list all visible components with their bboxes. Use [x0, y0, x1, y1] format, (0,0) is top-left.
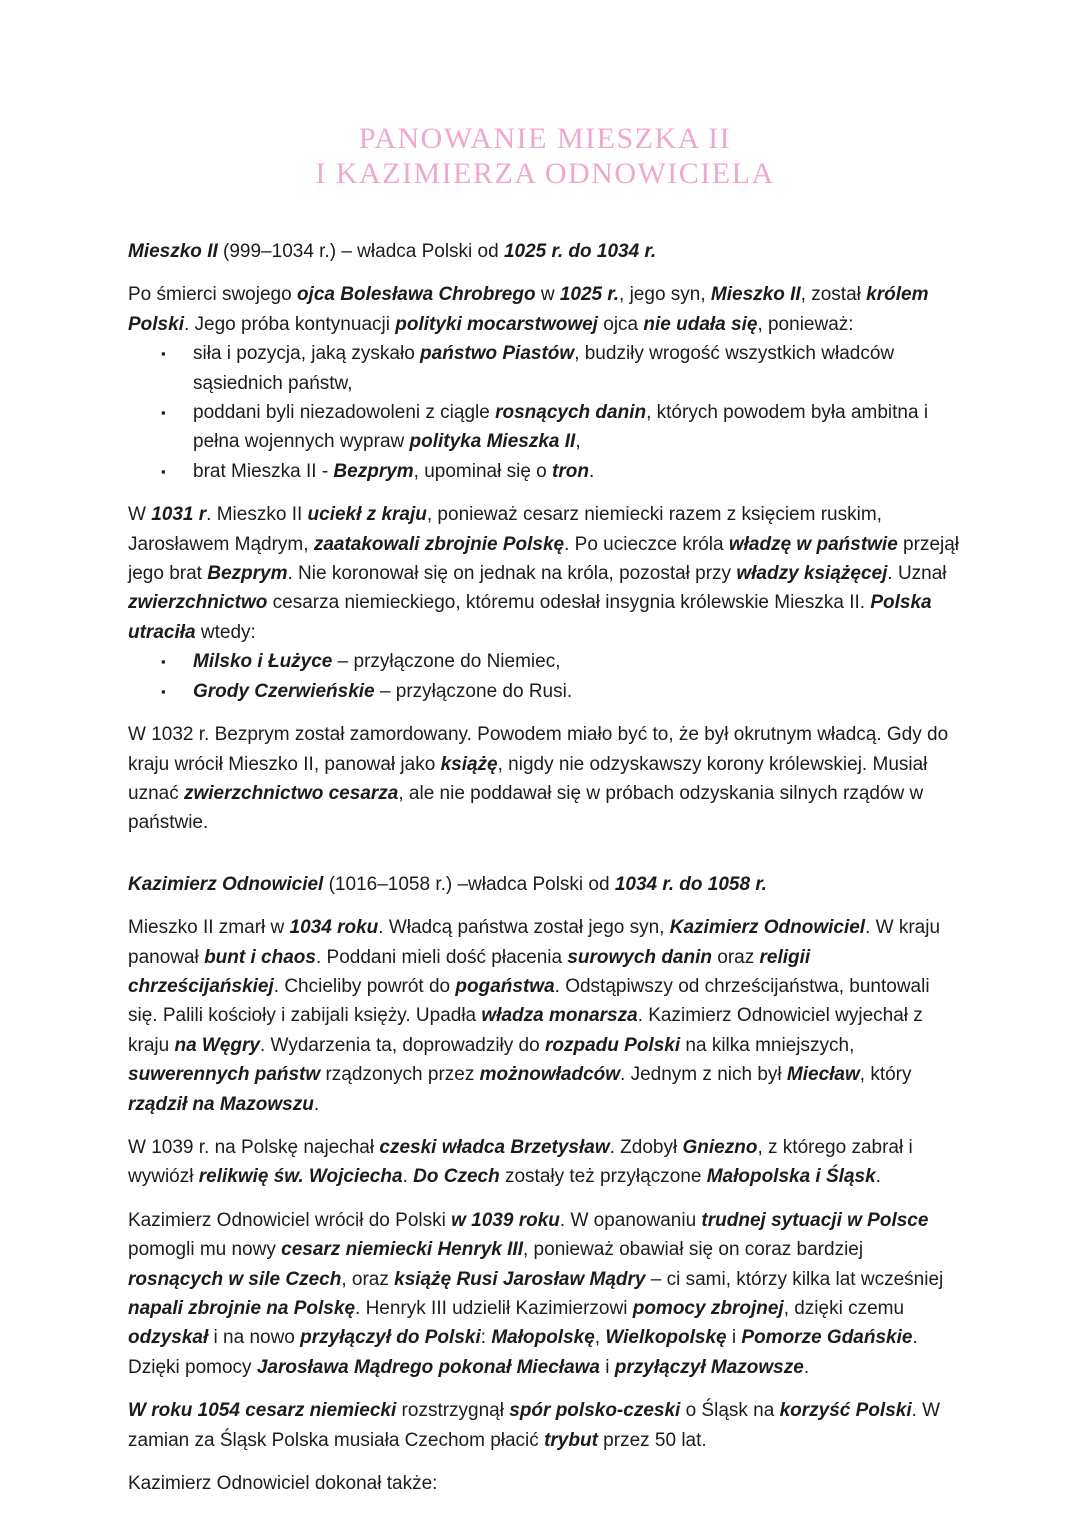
- body-text: . W kraju panował: [128, 917, 941, 968]
- emphasis-text: 1034 r. do 1058 r.: [614, 873, 767, 895]
- paragraph: [128, 237, 962, 266]
- body-text: – przyłączone do Niemiec,: [332, 651, 561, 673]
- emphasis-text: książę: [440, 753, 498, 775]
- body-text: . Zdobył: [609, 1136, 683, 1158]
- paragraph: [128, 720, 962, 838]
- emphasis-text: zwierzchnictwo: [128, 592, 268, 614]
- emphasis-text: na Węgry: [174, 1034, 260, 1056]
- emphasis-text: 1025 r. do 1034 r.: [503, 241, 657, 262]
- body-text: , jego syn,: [619, 284, 711, 306]
- body-text: i na nowo: [208, 1327, 301, 1349]
- body-text: . Poddani mieli dość płacenia: [315, 946, 568, 968]
- body-text: . Uznał: [887, 563, 947, 585]
- paragraph: [128, 500, 962, 647]
- body-text: . Odstąpiwszy od chrześcijaństwa, buntowali się. Palili kościoły i zabijali księży. Upadła: [128, 975, 930, 1027]
- body-text: , nigdy nie odzyskawszy korony królewskiej. Musiał uznać: [128, 753, 928, 804]
- body-text: . Jego próba kontynuacji: [183, 313, 396, 335]
- emphasis-text: w 1039 roku: [451, 1209, 560, 1231]
- emphasis-text: Milsko i Łużyce: [193, 651, 333, 673]
- body-text: .: [803, 1356, 810, 1378]
- body-text: o Śląsk na: [680, 1400, 780, 1422]
- emphasis-text: napali zbrojnie na Polskę: [128, 1298, 356, 1319]
- emphasis-text: odzyskał: [128, 1327, 209, 1349]
- body-text: na kilka mniejszych,: [680, 1034, 855, 1056]
- emphasis-text: Bezprym: [333, 460, 414, 482]
- body-text: – przyłączone do Rusi.: [374, 680, 573, 702]
- body-text: rządzonych przez: [320, 1064, 480, 1086]
- emphasis-text: pomocy zbrojnej: [632, 1298, 784, 1319]
- body-text: .: [588, 460, 595, 482]
- emphasis-text: 1031 r: [151, 504, 207, 526]
- emphasis-text: trybut: [544, 1429, 598, 1451]
- body-text: , budziły wrogość wszystkich władców sąsiednich państw,: [193, 343, 895, 394]
- body-text: . W zamian za Śląsk Polska musiała Czechom płacić: [128, 1400, 941, 1451]
- emphasis-text: Bezprym: [207, 563, 288, 585]
- emphasis-text: Mieszko II: [710, 284, 801, 306]
- paragraph: [128, 1206, 962, 1382]
- body-text: poddani byli niezadowoleni z ciągle: [193, 402, 496, 424]
- body-text: . Jednym z nich był: [620, 1064, 787, 1086]
- emphasis-text: rozpadu Polski: [544, 1034, 681, 1056]
- emphasis-text: rządził na Mazowszu: [128, 1093, 314, 1115]
- emphasis-text: ojca Bolesława Chrobrego: [296, 284, 536, 306]
- emphasis-text: Mieszko II: [128, 241, 218, 262]
- body-text: (999–1034 r.) – władca Polski od: [217, 241, 504, 262]
- list-item: [128, 398, 962, 457]
- emphasis-text: bunt i chaos: [204, 946, 316, 968]
- emphasis-text: przyłączył Mazowsze: [614, 1356, 804, 1378]
- paragraph: [128, 1469, 962, 1498]
- emphasis-text: Pomorze Gdańskie: [741, 1327, 913, 1349]
- emphasis-text: Grody Czerwieńskie: [193, 680, 375, 702]
- emphasis-text: książę Rusi Jarosław Mądry: [394, 1268, 646, 1290]
- emphasis-text: religii chrześcijańskiej: [128, 946, 811, 997]
- bullet-list: [128, 647, 962, 706]
- body-text: . Nie koronował się on jednak na króla, pozostał przy: [287, 563, 737, 585]
- emphasis-text: spór polsko-czeski: [509, 1400, 681, 1422]
- body-text: cesarza niemieckiego, któremu odesłał insygnia królewskie Mieszka II.: [267, 592, 871, 614]
- emphasis-text: W roku 1054 cesarz niemiecki: [128, 1400, 397, 1422]
- body-text: . Władcą państwa został jego syn,: [378, 917, 670, 939]
- emphasis-text: Polska utraciła: [128, 592, 932, 643]
- body-text: zostały też przyłączone: [499, 1166, 707, 1188]
- emphasis-text: rosnących w sile Czech: [128, 1268, 342, 1290]
- paragraph: [128, 280, 962, 339]
- body-text: , który: [859, 1064, 912, 1086]
- body-text: . Po ucieczce króla: [564, 533, 729, 555]
- body-text: , ale nie poddawał się w próbach odzyskania silnych rządów w państwie.: [128, 782, 924, 834]
- body-text: , został: [800, 284, 867, 306]
- body-text: W 1032 r. Bezprym został zamordowany. Powodem miało być to, że był okrutnym władcą. Gdy do kraju wrócił Mieszko II, panował jako: [128, 724, 949, 775]
- body-text: rozstrzygnął: [396, 1400, 510, 1422]
- body-text: ,: [575, 431, 581, 453]
- body-text: , ponieważ obawiał się on coraz bardziej: [523, 1239, 864, 1261]
- emphasis-text: tron: [552, 460, 589, 482]
- body-text: .: [875, 1166, 881, 1188]
- list-item: [128, 647, 962, 676]
- body-text: W 1039 r. na Polskę najechał: [128, 1136, 380, 1158]
- emphasis-text: 1025 r.: [559, 284, 620, 306]
- emphasis-text: Wielkopolskę: [605, 1327, 727, 1349]
- body-text: Kazimierz Odnowiciel dokonał także:: [128, 1473, 438, 1495]
- emphasis-text: możnowładców: [479, 1064, 621, 1086]
- paragraph: [128, 1133, 962, 1192]
- emphasis-text: władzy książęcej: [736, 563, 888, 585]
- emphasis-text: 1034 roku: [289, 917, 379, 939]
- body-text: , dzięki czemu: [783, 1298, 905, 1319]
- body-text: . Mieszko II: [206, 504, 308, 526]
- emphasis-text: Kazimierz Odnowiciel: [669, 917, 866, 939]
- emphasis-text: Jarosława Mądrego pokonał Miecława: [256, 1356, 600, 1378]
- emphasis-text: Miecław: [786, 1064, 860, 1086]
- emphasis-text: korzyść Polski: [779, 1400, 912, 1422]
- paragraph: [128, 870, 962, 899]
- emphasis-text: Małopolskę: [491, 1327, 595, 1349]
- emphasis-text: cesarz niemiecki Henryk III: [281, 1239, 523, 1261]
- body-text: , z którego zabrał i wywiózł: [128, 1136, 913, 1188]
- list-item: [128, 339, 962, 398]
- list-item: [128, 457, 962, 486]
- body-text: wtedy:: [195, 621, 256, 643]
- body-text: brat Mieszka II -: [193, 460, 334, 482]
- emphasis-text: Kazimierz Odnowiciel: [128, 873, 324, 895]
- body-text: siła i pozycja, jaką zyskało: [193, 343, 421, 365]
- body-text: , oraz: [341, 1268, 395, 1290]
- emphasis-text: Do Czech: [413, 1166, 500, 1188]
- emphasis-text: trudnej sytuacji w Polsce: [701, 1209, 929, 1231]
- body-text: . Dzięki pomocy: [128, 1327, 918, 1378]
- body-text: . Chcieliby powrót do: [273, 975, 456, 997]
- emphasis-text: Gniezno: [682, 1136, 758, 1158]
- paragraph: [128, 1396, 962, 1455]
- body-text: Mieszko II zmarł w: [128, 917, 290, 939]
- body-text: . Henryk III udzielił Kazimierzowi: [355, 1298, 633, 1319]
- body-text: , ponieważ cesarz niemiecki razem z księciem ruskim, Jarosławem Mądrym,: [128, 504, 882, 555]
- emphasis-text: Małopolska i Śląsk: [706, 1166, 876, 1188]
- emphasis-text: polityka Mieszka II: [409, 431, 576, 453]
- body-text: i: [726, 1327, 742, 1349]
- body-text: pomogli mu nowy: [128, 1239, 282, 1261]
- emphasis-text: państwo Piastów: [420, 343, 575, 365]
- emphasis-text: królem Polski: [128, 284, 929, 335]
- body-text: ,: [594, 1327, 606, 1349]
- spacer: [128, 852, 962, 870]
- emphasis-text: władzę w państwie: [728, 533, 898, 555]
- emphasis-text: pogaństwa: [455, 975, 555, 997]
- body-text: . W opanowaniu: [559, 1209, 702, 1231]
- body-text: , których powodem była ambitna i pełna wojennych wypraw: [193, 402, 929, 453]
- emphasis-text: przyłączył do Polski: [300, 1327, 481, 1349]
- body-text: i: [600, 1356, 615, 1378]
- body-text: .: [313, 1093, 320, 1115]
- bullet-list: [128, 339, 962, 486]
- emphasis-text: zwierzchnictwo cesarza: [183, 782, 399, 804]
- body-text: , upominał się o: [413, 460, 553, 482]
- body-text: – ci sami, którzy kilka lat wcześniej: [645, 1268, 944, 1290]
- emphasis-text: relikwię św. Wojciecha: [198, 1166, 403, 1188]
- body-text: ojca: [597, 313, 644, 335]
- emphasis-text: polityki mocarstwowej: [395, 313, 598, 335]
- body-text: przejął jego brat: [128, 533, 960, 585]
- paragraph: [128, 913, 962, 1119]
- document-title: [128, 121, 962, 191]
- emphasis-text: zaatakowali zbrojnie Polskę: [313, 533, 565, 555]
- body-text: Kazimierz Odnowiciel wrócił do Polski: [128, 1209, 452, 1231]
- body-text: przez 50 lat.: [597, 1429, 707, 1451]
- emphasis-text: władza monarsza: [481, 1005, 638, 1027]
- body-text: (1016–1058 r.) –władca Polski od: [323, 873, 615, 895]
- emphasis-text: nie udała się: [643, 313, 758, 335]
- body-text: . Kazimierz Odnowiciel wyjechał z kraju: [128, 1005, 923, 1056]
- document-title-line-2: I KAZIMIERZA ODNOWICIELA: [315, 157, 775, 190]
- body-text: oraz: [711, 946, 760, 968]
- body-text: W: [128, 504, 152, 526]
- emphasis-text: surowych danin: [567, 946, 712, 968]
- body-text: w: [535, 284, 560, 306]
- body-text: . Wydarzenia ta, doprowadziły do: [260, 1034, 545, 1056]
- emphasis-text: rosnących danin: [495, 402, 647, 424]
- body-text: , ponieważ:: [757, 313, 854, 335]
- body-text: :: [480, 1327, 492, 1349]
- document-body: [128, 237, 962, 1498]
- emphasis-text: czeski władca Brzetysław: [379, 1136, 610, 1158]
- emphasis-text: uciekł z kraju: [307, 504, 427, 526]
- document-title-line-1: PANOWANIE MIESZKA II: [358, 122, 732, 155]
- emphasis-text: suwerennych państw: [128, 1064, 321, 1086]
- body-text: Po śmierci swojego: [128, 284, 297, 306]
- list-item: [128, 677, 962, 706]
- body-text: .: [402, 1166, 414, 1188]
